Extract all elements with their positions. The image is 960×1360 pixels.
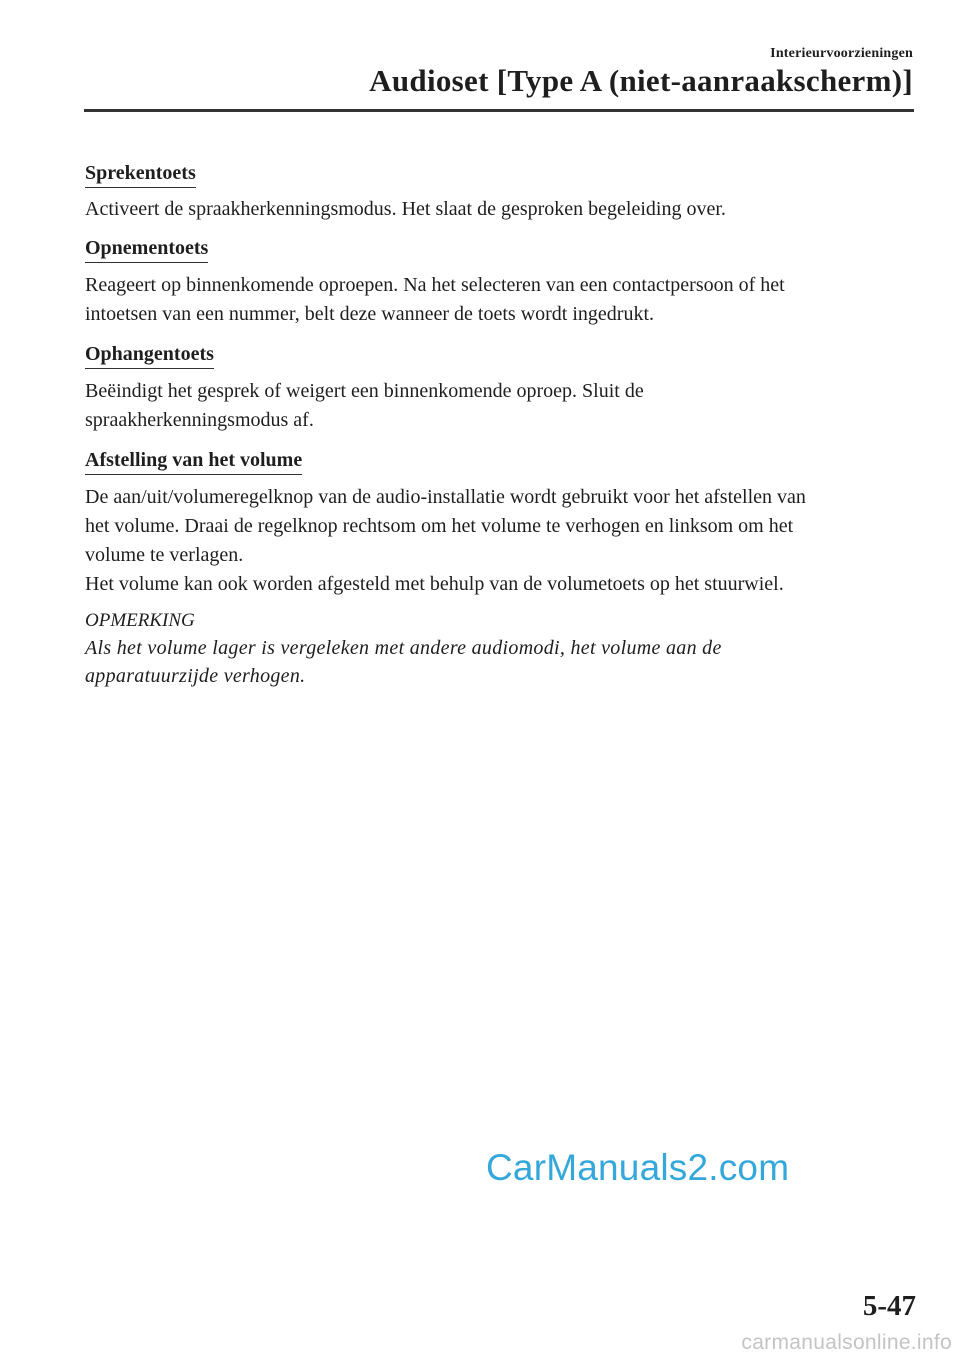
page-content bbox=[85, 160, 905, 690]
text-line: Het volume kan ook worden afgesteld met behulp van de volumetoets op het stuurwiel. bbox=[85, 573, 784, 595]
section-heading: Ophangentoets bbox=[85, 341, 214, 369]
section-hangup-button bbox=[85, 341, 905, 435]
text-line: De aan/uit/volumeregelknop van de audio-installatie wordt gebruikt voor het afstellen van bbox=[85, 486, 806, 508]
section-heading: Opnementoets bbox=[85, 235, 208, 263]
section-title: Interieurvoorzieningen bbox=[770, 46, 913, 61]
text-line: spraakherkenningsmodus af. bbox=[85, 409, 314, 431]
section-heading: Sprekentoets bbox=[85, 160, 196, 188]
text-line: intoetsen van een nummer, belt deze wanneer de toets wordt ingedrukt. bbox=[85, 303, 655, 325]
section-volume-adjustment bbox=[85, 447, 905, 599]
chapter-title: Audioset [Type A (niet-aanraakscherm)] bbox=[369, 63, 913, 98]
text-line: het volume. Draai de regelknop rechtsom om het volume te verhogen en linksom om het bbox=[85, 515, 794, 537]
note-text bbox=[85, 634, 905, 690]
note-block bbox=[85, 608, 905, 690]
text-line: volume te verlagen. bbox=[85, 544, 244, 566]
footer-site-name: carmanualsonline.info bbox=[741, 1331, 952, 1354]
section-text bbox=[85, 271, 905, 329]
text-line: Reageert op binnenkomende oproepen. Na het selecteren van een contactpersoon of het bbox=[85, 274, 785, 296]
watermark: CarManuals2.com bbox=[486, 1147, 790, 1188]
text-line: Beëindigt het gesprek of weigert een binnenkomende oproep. Sluit de bbox=[85, 380, 644, 402]
section-speak-button bbox=[85, 160, 905, 224]
section-text bbox=[85, 483, 905, 599]
text-line: apparatuurzijde verhogen. bbox=[85, 665, 306, 687]
section-text bbox=[85, 195, 905, 224]
section-pickup-button bbox=[85, 235, 905, 329]
section-heading: Afstelling van het volume bbox=[85, 447, 302, 475]
note-label: OPMERKING bbox=[85, 610, 195, 631]
header-divider bbox=[84, 109, 914, 112]
text-line: Activeert de spraakherkenningsmodus. Het slaat de gesproken begeleiding over. bbox=[85, 198, 726, 220]
text-line: Als het volume lager is vergeleken met andere audiomodi, het volume aan de bbox=[85, 637, 722, 659]
section-text bbox=[85, 377, 905, 435]
page-number: 5-47 bbox=[862, 1290, 916, 1322]
